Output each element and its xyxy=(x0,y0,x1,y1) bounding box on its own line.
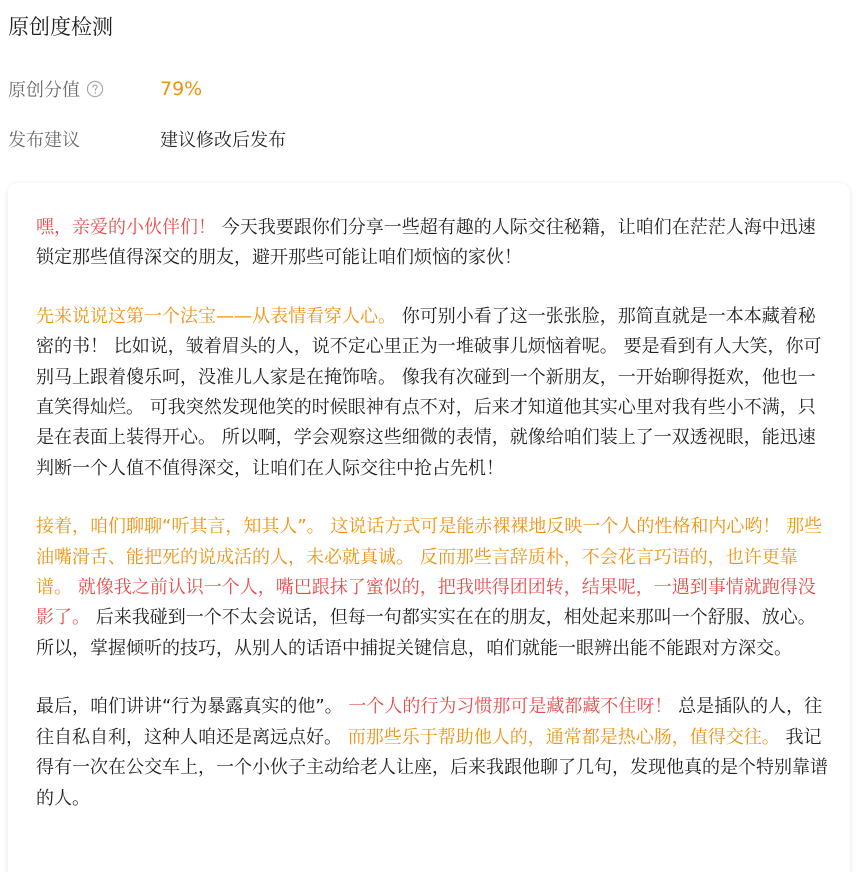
originality-score-value: 79% xyxy=(160,78,203,100)
text-segment: 最后，咱们讲讲“行为暴露真实的他”。 xyxy=(36,696,349,718)
highlight-red-segment: 就像我之前认识一个人，嘴巴跟抹了蜜似的，把我哄得团团转，结果呢，一遇到事情就跑得没影了。 xyxy=(36,577,816,629)
article-paragraph xyxy=(36,213,828,274)
highlight-red-segment: 嘿，亲爱的小伙伴们！ xyxy=(36,217,222,238)
highlight-orange-segment: 而那些乐于帮助他人的，通常都是热心肠，值得交往。 xyxy=(347,726,780,748)
score-row xyxy=(8,74,202,104)
article-paragraph xyxy=(36,512,828,664)
highlight-orange-segment: 接着，咱们聊聊“听其言，知其人”。 这说话方式可是能赤裸裸地反映一个人的性格和内心哟！ 那些油嘴滑舌、能把死的说成活的人，未必就真诚。 反而那些言辞质朴，不会花言巧语的，也许更靠谱。 xyxy=(36,516,823,599)
text-segment: 今天我要跟你们分享一些超有趣的人际交往秘籍，让咱们在茫茫人海中迅速锁定那些值得深交的朋友，避开那些可能让咱们烦恼的家伙！ xyxy=(36,217,816,269)
advice-row xyxy=(8,124,286,154)
article-paragraph xyxy=(36,302,828,484)
score-label-wrap xyxy=(8,76,160,102)
page-title: 原创度检测 xyxy=(8,15,113,39)
text-segment: 你可别小看了这一张张脸，那简直就是一本本藏着秘密的书！ 比如说，皱着眉头的人，说不定心里正为一堆破事儿烦恼着呢。 要是看到有人大笑，你可别马上跟着傻乐呵，没准儿人家是在掩饰啥。 像我有次碰到一个新朋友，一开始聊得挺欢，他也一直笑得灿烂。 可我突然发现他笑的时候眼神有点不对，后来才知道他其实心里对我有些小不满，只是在表面上装得开心。 所以啊，学会观察这些细微的表情，就像给咱们装上了一双透视眼，能迅速判断一个人值不值得深交，让咱们在人际交往中抢占先机！ xyxy=(36,305,822,479)
text-segment: 总是插队的人，往往自私自利，这种人咱还是离远点好。 xyxy=(36,696,823,748)
article-paragraph xyxy=(36,692,828,814)
highlight-red-segment: 一个人的行为习惯那可是藏都藏不住呀！ xyxy=(348,696,673,718)
publish-advice-value: 建议修改后发布 xyxy=(160,130,286,151)
text-segment: 后来我碰到一个不太会说话，但每一句都实实在在的朋友，相处起来那叫一个舒服、放心。 所以，掌握倾听的技巧，从别人的话语中捕捉关键信息，咱们就能一眼辨出能不能跟对方深交。 xyxy=(36,607,816,659)
article-content-card xyxy=(8,183,850,872)
question-circle-icon[interactable] xyxy=(86,80,104,98)
highlight-orange-segment: 先来说说这第一个法宝——从表情看穿人心。 xyxy=(36,305,402,327)
advice-label: 发布建议 xyxy=(8,130,80,151)
advice-label-wrap xyxy=(8,126,160,152)
score-label: 原创分值 xyxy=(8,80,80,101)
article-content xyxy=(36,213,828,842)
text-segment: 我记得有一次在公交车上，一个小伙子主动给老人让座，后来我跟他聊了几句，发现他真的是个特别靠谱的人。 xyxy=(36,726,828,809)
